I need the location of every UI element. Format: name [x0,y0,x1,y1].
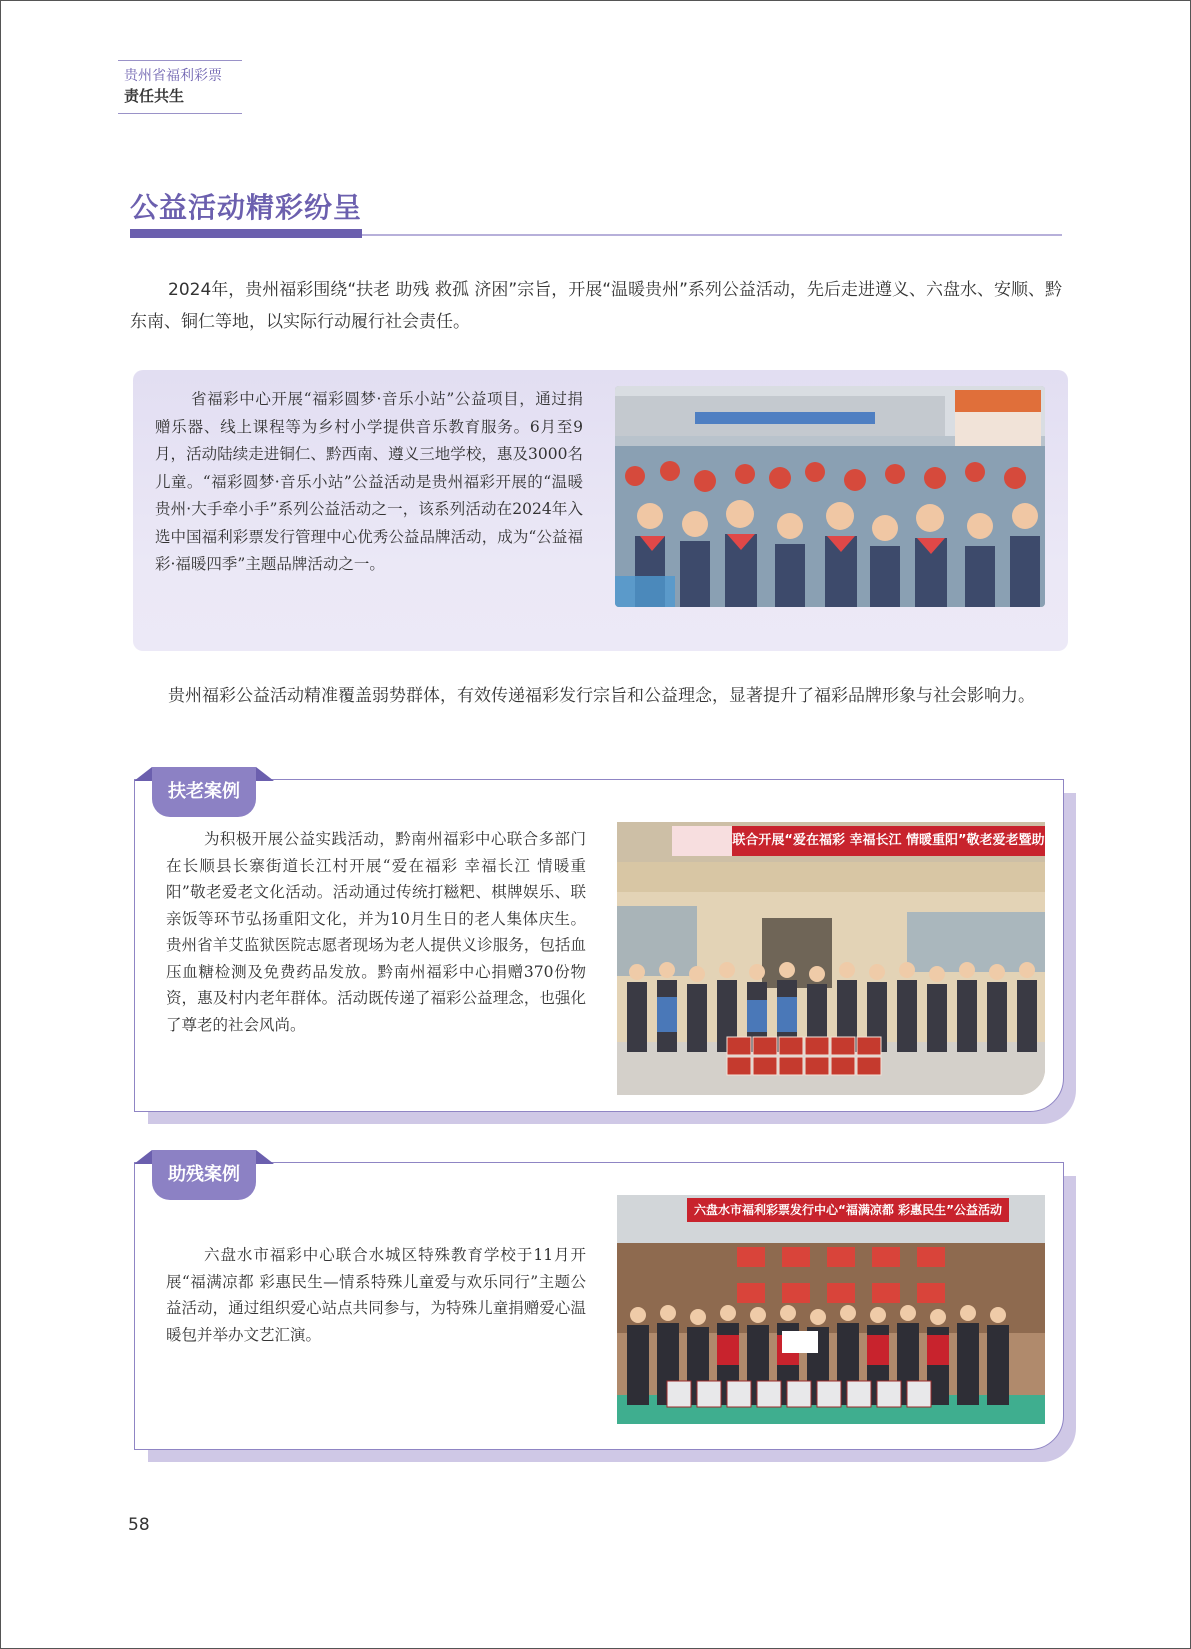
intro-paragraph: 2024年，贵州福彩围绕“扶老 助残 救孤 济困”宗旨，开展“温暖贵州”系列公益活动，先后走进遵义、六盘水、安顺、黔东南、铜仁等地，以实际行动履行社会责任。 [130,280,1062,332]
header-slogan: 责任共生 [124,87,185,105]
header-top-rule [118,60,242,61]
running-header [118,60,242,114]
special-children-photo [617,1195,1045,1424]
header-bottom-rule [118,113,242,114]
page-number: 58 [128,1515,150,1535]
music-station-highlight [133,370,1068,651]
section-title: 公益活动精彩纷呈 [130,191,363,224]
elder-care-case [134,779,1064,1112]
case-card [134,779,1064,1112]
case-tab-disability: 助残案例 [152,1150,256,1200]
elder-event-illustration [617,822,1045,1095]
disability-care-case [134,1162,1064,1450]
school-children-illustration [615,386,1045,607]
school-children-photo [615,386,1045,607]
title-underbar [130,229,362,238]
summary-paragraph: 贵州福彩公益活动精准覆盖弱势群体，有效传递福彩发行宗旨和公益理念，显著提升了福彩品牌形象与社会影响力。 [168,686,1035,706]
case-tab-elder: 扶老案例 [152,767,256,817]
case-text: 六盘水市福彩中心联合水城区特殊教育学校于11月开展“福满凉都 彩惠民生—情系特殊儿童爱与欢乐同行”主题公益活动，通过组织爱心站点共同参与，为特殊儿童捐赠爱心温暖包并举办文艺汇演。 [166,1246,586,1344]
disabled-photo-banner: 六盘水市福利彩票发行中心“福满凉都 彩惠民生”公益活动 [687,1198,1009,1222]
case-text: 为积极开展公益实践活动，黔南州福彩中心联合多部门在长顺县长寨街道长江村开展“爱在福彩 幸福长江 情暖重阳”敬老爱老文化活动。活动通过传统打糍粑、棋牌娱乐、联亲饭等环节弘扬重阳文化，并为10月生日的老人集体庆生。贵州省羊艾监狱医院志愿者现场为老人提供义诊服务，包括血压血糖检测及免费药品发放。黔南州福彩中心捐赠370份物资，惠及村内老年群体。活动既传递了福彩公益理念，也强化了尊老的社会风尚。 [166,830,586,1034]
elder-group-photo [617,822,1045,1095]
elder-photo-banner: 联合开展“爱在福彩 幸福长江 情暖重阳”敬老爱老暨助 [732,828,1045,854]
case-card [134,1162,1064,1450]
disability-event-illustration [617,1195,1045,1424]
org-name: 贵州省福利彩票 [124,68,222,84]
highlight-text: 省福彩中心开展“福彩圆梦·音乐小站”公益项目，通过捐赠乐器、线上课程等为乡村小学提供音乐教育服务。6月至9月，活动陆续走进铜仁、黔西南、遵义三地学校，惠及3000名儿童。“福彩圆梦·音乐小站”公益活动是贵州福彩开展的“温暖贵州·大手牵小手”系列公益活动之一，该系列活动在2024年入选中国福利彩票发行管理中心优秀公益品牌活动，成为“公益福彩·福暖四季”主题品牌活动之一。 [155,390,583,573]
